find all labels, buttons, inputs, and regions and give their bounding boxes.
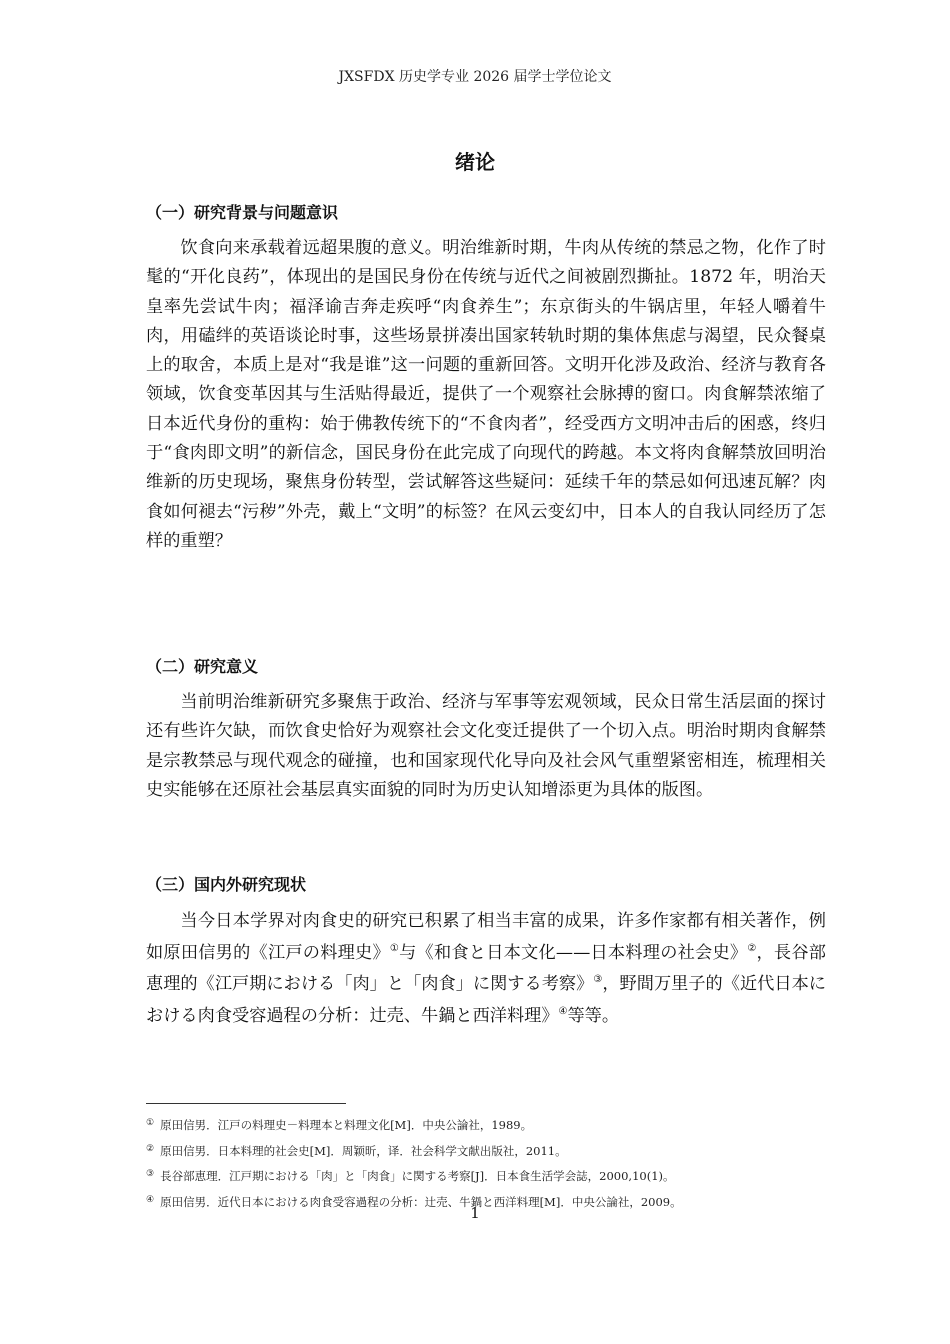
footnote-mark: ④	[146, 1194, 155, 1205]
footnote-text: 原田信男．日本料理的社会史[M]．周颖昕，译．社会科学文献出版社，2011。	[160, 1143, 567, 1158]
paragraph-text: 当今日本学界对肉食史的研究已积累了相当丰富的成果，许多作家都有相关著作，例如原田信男的《江戸の料理史》	[146, 911, 826, 963]
paragraph-significance: 当前明治维新研究多聚焦于政治、经济与军事等宏观领域，民众日常生活层面的探讨还有些许欠缺，而饮食史恰好为观察社会文化变迁提供了一个切入点。明治时期肉食解禁是宗教禁忌与现代观念的碰撞，也和国家现代化导向及社会风气重塑紧密相连，梳理相关史实能够在还原社会基层真实面貌的同时为历史认知增添更为具体的版图。	[146, 692, 826, 800]
footnote-ref[interactable]: ④	[558, 1005, 568, 1017]
paragraph-text: 等等。	[567, 1005, 620, 1026]
footnotes	[146, 1112, 826, 1214]
section-heading-background: （一）研究背景与问题意识	[146, 203, 339, 222]
footnote-text: 原田信男．江戸の料理史－料理本と料理文化[M]．中央公論社，1989。	[160, 1118, 533, 1132]
footnote-separator	[146, 1103, 346, 1104]
paragraph-text: 与《和食と日本文化——日本料理の社会史》	[399, 942, 748, 963]
footnote-ref[interactable]: ③	[593, 974, 603, 985]
running-head: JXSFDX 历史学专业 2026 届学士学位论文	[338, 69, 612, 85]
footnote-text: 原田信男．近代日本における肉食受容過程の分析：辻売、牛鍋と西洋料理[M]．中央公論社，2009。	[160, 1194, 682, 1209]
paragraph-background: 饮食向来承载着远超果腹的意义。明治维新时期，牛肉从传统的禁忌之物，化作了时髦的“开化良药”，体现出的是国民身份在传统与近代之间被剧烈撕扯。1872 年，明治天皇率先尝试牛肉；福泽谕吉奔走疾呼“肉食养生”；东京街头的牛锅店里，年轻人嚼着牛肉，用磕绊的英语谈论时事，这些场景拼凑出国家转轨时期的集体焦虑与渴望，民众餐桌上的取舍，本质上是对“我是谁”这一问题的重新回答。文明开化涉及政治、经济与教育各领域，饮食变革因其与生活贴得最近，提供了一个观察社会脉搏的窗口。肉食解禁浓缩了日本近代身份的重构：始于佛教传统下的“不食肉者”，经受西方文明冲击后的困惑，终归于“食肉即文明”的新信念，国民身份在此完成了向现代的跨越。本文将肉食解禁放回明治维新的历史现场，聚焦身份转型，尝试解答这些疑问：延续千年的禁忌如何迅速瓦解？肉食如何褪去“污秽”外壳，戴上“文明”的标签？在风云变幻中，日本人的自我认同经历了怎样的重塑？	[146, 238, 826, 551]
footnote-item	[146, 1163, 826, 1189]
footnote-ref[interactable]: ①	[389, 942, 400, 954]
paragraph-text: ，長谷部恵理的《江戸期における「肉」と「肉食」に関する考察》	[146, 942, 826, 994]
footnote-mark: ②	[146, 1143, 155, 1154]
section-heading-literature: （三）国内外研究现状	[146, 875, 307, 894]
chapter-title: 绪论	[455, 150, 495, 174]
footnote-text: 長谷部恵理．江戸期における「肉」と「肉食」に関する考察[J]．日本食生活学会誌，2000,10(1)。	[160, 1169, 675, 1183]
section-heading-significance: （二）研究意义	[146, 657, 259, 676]
footnote-mark: ③	[146, 1169, 155, 1179]
page-number: 1	[470, 1204, 480, 1222]
paragraph-text: ，野間万里子的《近代日本における肉食受容過程の分析：辻売、牛鍋と西洋料理》	[146, 974, 826, 1026]
footnote-mark: ①	[146, 1118, 155, 1128]
paragraph-literature	[146, 906, 826, 1032]
footnote-item	[146, 1138, 826, 1164]
footnote-item	[146, 1112, 826, 1138]
footnote-ref[interactable]: ②	[747, 942, 757, 954]
